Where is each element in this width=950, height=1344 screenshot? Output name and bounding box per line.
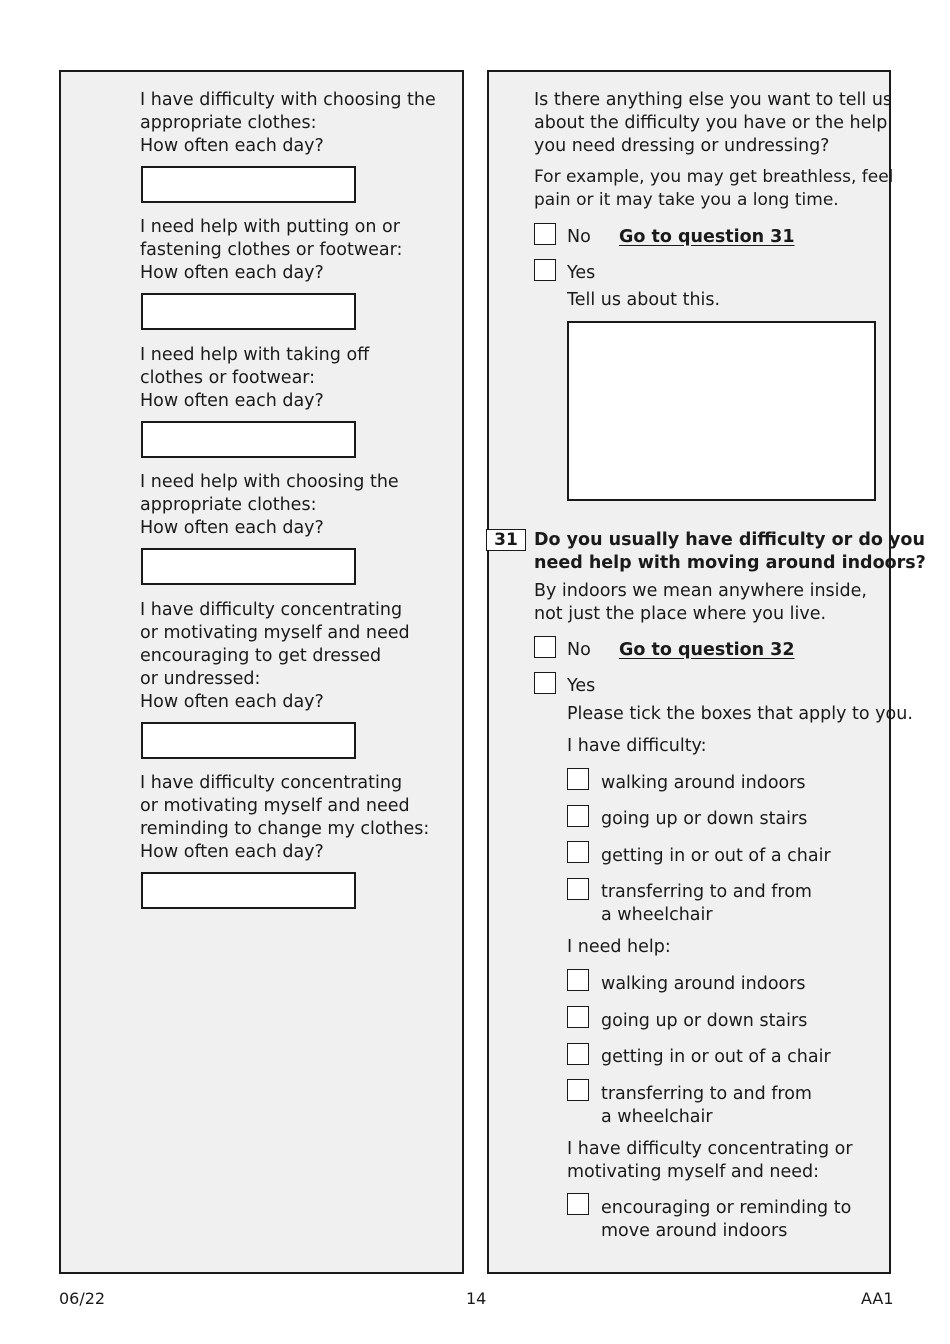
- q31-hint: By indoors we mean anywhere inside, not just the place where you live.: [534, 581, 867, 624]
- dressing-item-choosing-help-label: I need help with choosing the appropriate clothes: How often each day?: [140, 472, 399, 538]
- footer-date: 06/22: [59, 1289, 106, 1308]
- encouraging-reminding-checkbox[interactable]: [567, 1193, 589, 1215]
- footer-page-number: 14: [466, 1289, 487, 1308]
- help-chair-checkbox[interactable]: [567, 1043, 589, 1065]
- dressing-item-taking-off-label: I need help with taking off clothes or footwear: How often each day?: [140, 345, 370, 411]
- q30-extra-example: For example, you may get breathless, feel pain or it may take you a long time.: [534, 167, 894, 210]
- dressing-item-encouraging-label: I have difficulty concentrating or motivating myself and need encouraging to get dressed or undressed: How often each day?: [140, 600, 410, 712]
- q31-tick-instruction: Please tick the boxes that apply to you.: [567, 704, 913, 724]
- difficulty-stairs-label: going up or down stairs: [601, 809, 808, 829]
- help-walking-checkbox[interactable]: [567, 969, 589, 991]
- dressing-item-putting-on-label: I need help with putting on or fastening clothes or footwear: How often each day?: [140, 217, 403, 283]
- q31-yes-checkbox[interactable]: [534, 672, 556, 694]
- q30-extra-goto-link[interactable]: Go to question 31: [619, 227, 795, 247]
- difficulty-walking-checkbox[interactable]: [567, 768, 589, 790]
- q31-difficulty-heading: I have difficulty:: [567, 736, 707, 756]
- question-number-31: 31: [486, 529, 526, 551]
- q30-extra-details-textarea[interactable]: [567, 321, 876, 501]
- help-stairs-label: going up or down stairs: [601, 1011, 808, 1031]
- q30-extra-question: Is there anything else you want to tell us about the difficulty you have or the help you need dressing or undressing?: [534, 90, 893, 156]
- how-often-input-encouraging[interactable]: [141, 722, 356, 759]
- q31-question: Do you usually have difficulty or do you need help with moving around indoors?: [534, 530, 926, 573]
- q30-extra-no-label: No: [567, 227, 591, 247]
- how-often-input-taking-off[interactable]: [141, 421, 356, 458]
- how-often-input-putting-on[interactable]: [141, 293, 356, 330]
- help-wheelchair-checkbox[interactable]: [567, 1079, 589, 1101]
- q31-no-checkbox[interactable]: [534, 636, 556, 658]
- dressing-item-reminding-label: I have difficulty concentrating or motivating myself and need reminding to change my clothes: How often each day?: [140, 773, 430, 862]
- q30-extra-yes-label: Yes: [567, 263, 596, 283]
- how-often-input-choosing-help[interactable]: [141, 548, 356, 585]
- how-often-input-choosing-difficulty[interactable]: [141, 166, 356, 203]
- difficulty-wheelchair-checkbox[interactable]: [567, 878, 589, 900]
- difficulty-stairs-checkbox[interactable]: [567, 805, 589, 827]
- footer-form-code: AA1: [861, 1289, 894, 1308]
- difficulty-chair-label: getting in or out of a chair: [601, 846, 831, 866]
- help-wheelchair-label: transferring to and from a wheelchair: [601, 1084, 812, 1127]
- q30-extra-tell-us-label: Tell us about this.: [567, 290, 721, 310]
- difficulty-wheelchair-label: transferring to and from a wheelchair: [601, 882, 812, 925]
- q31-help-heading: I need help:: [567, 937, 671, 957]
- difficulty-chair-checkbox[interactable]: [567, 841, 589, 863]
- q30-extra-yes-checkbox[interactable]: [534, 259, 556, 281]
- how-often-input-reminding[interactable]: [141, 872, 356, 909]
- help-chair-label: getting in or out of a chair: [601, 1047, 831, 1067]
- q31-goto-link[interactable]: Go to question 32: [619, 640, 795, 660]
- q31-concentrating-heading: I have difficulty concentrating or motivating myself and need:: [567, 1139, 853, 1182]
- help-stairs-checkbox[interactable]: [567, 1006, 589, 1028]
- q31-no-label: No: [567, 640, 591, 660]
- q31-yes-label: Yes: [567, 676, 596, 696]
- difficulty-walking-label: walking around indoors: [601, 773, 806, 793]
- q30-extra-no-checkbox[interactable]: [534, 223, 556, 245]
- dressing-item-choosing-difficulty-label: I have difficulty with choosing the appropriate clothes: How often each day?: [140, 90, 436, 156]
- encouraging-reminding-label: encouraging or reminding to move around indoors: [601, 1198, 852, 1241]
- help-walking-label: walking around indoors: [601, 974, 806, 994]
